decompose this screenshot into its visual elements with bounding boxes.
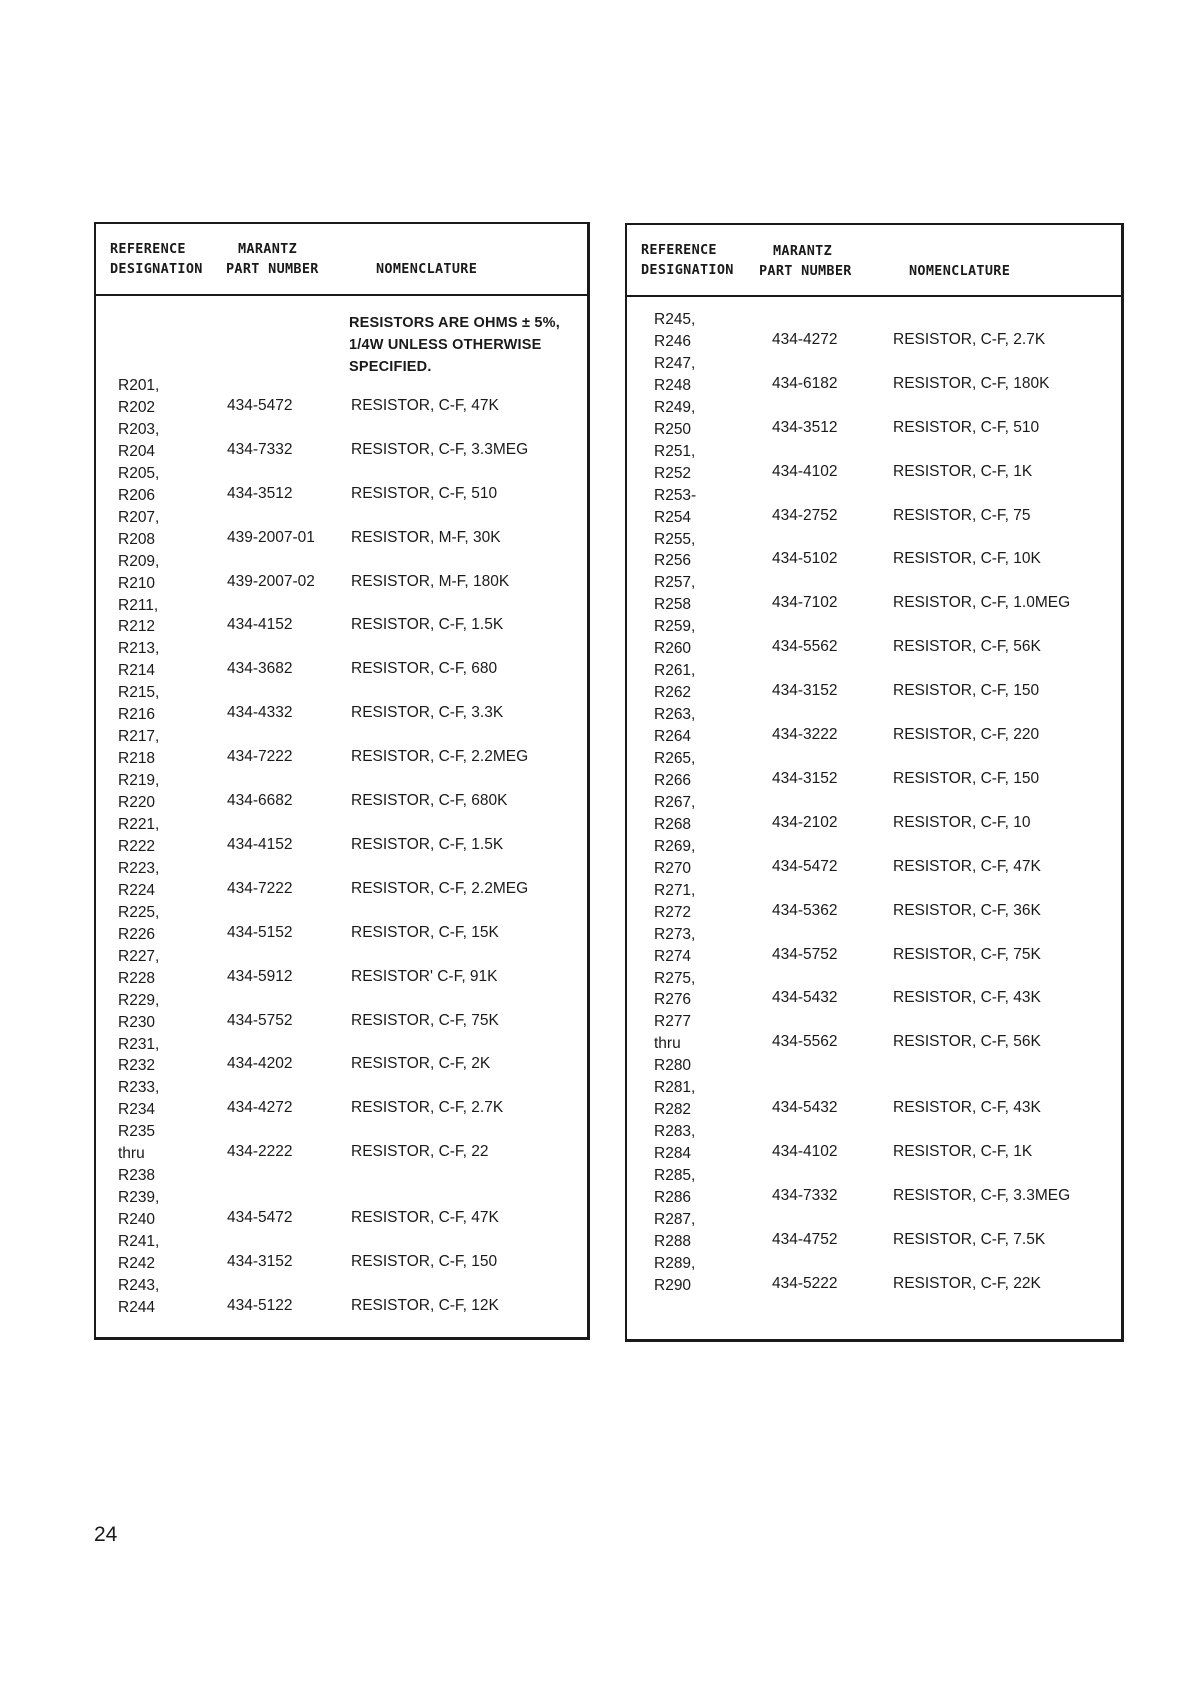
reference-designation: R206 [118, 486, 156, 504]
part-number: 434-3512 [227, 484, 293, 502]
reference-designation: R248 [654, 376, 692, 394]
part-number: 434-5152 [227, 923, 293, 941]
part-number: 434-4152 [227, 835, 293, 853]
nomenclature: RESISTOR, C-F, 510 [893, 418, 1040, 436]
reference-designation: R259, [654, 618, 696, 636]
nomenclature: RESISTOR, C-F, 22 [351, 1143, 489, 1161]
reference-designation: R224 [118, 881, 156, 899]
nomenclature: RESISTOR, C-F, 22K [893, 1274, 1041, 1292]
reference-designation: R234 [118, 1101, 156, 1119]
reference-designation: R287, [654, 1210, 696, 1228]
resistor-note [349, 312, 589, 378]
reference-designation: R233, [118, 1079, 160, 1097]
nomenclature: RESISTOR, C-F, 2.7K [893, 330, 1046, 348]
reference-designation: R207, [118, 508, 160, 526]
nomenclature: RESISTOR, C-F, 1.0MEG [893, 594, 1071, 612]
nomenclature: RESISTOR, C-F, 75K [893, 945, 1041, 963]
part-number: 434-5432 [772, 989, 838, 1007]
reference-designation: R273, [654, 925, 696, 943]
header-reference: REFERENCE [641, 242, 717, 258]
part-number: 434-5472 [772, 857, 838, 875]
part-number: 434-5472 [227, 396, 293, 414]
reference-designation: R242 [118, 1255, 156, 1272]
page-number: 24 [94, 1523, 118, 1546]
nomenclature: RESISTOR, C-F, 1.5K [351, 616, 504, 634]
reference-designation: R217, [118, 728, 160, 746]
reference-designation: R208 [118, 530, 156, 548]
reference-designation: R201, [118, 377, 160, 394]
part-number: 434-3512 [772, 418, 838, 436]
reference-designation: thru [654, 1035, 681, 1053]
reference-designation: R222 [118, 837, 156, 855]
part-number: 434-7332 [227, 440, 293, 458]
nomenclature: RESISTOR, C-F, 150 [893, 769, 1040, 787]
nomenclature: RESISTOR, C-F, 2.7K [351, 1099, 504, 1117]
reference-designation: R277 [654, 1013, 692, 1031]
part-number: 434-5562 [772, 1033, 838, 1051]
reference-designation: R214 [118, 662, 156, 680]
reference-designation: R261, [654, 662, 696, 680]
reference-designation: R213, [118, 640, 160, 658]
reference-designation: R289, [654, 1254, 696, 1272]
reference-designation: R274 [654, 947, 692, 965]
nomenclature: RESISTOR, C-F, 36K [893, 901, 1041, 919]
nomenclature: RESISTOR, C-F, 47K [893, 857, 1041, 875]
reference-designation: R218 [118, 750, 156, 768]
reference-designation: R221, [118, 816, 160, 833]
table-header [96, 224, 587, 296]
reference-designation: R258 [654, 596, 692, 614]
reference-designation: R290 [654, 1276, 692, 1294]
header-reference: REFERENCE [110, 241, 186, 257]
part-number: 434-5752 [227, 1011, 293, 1029]
reference-designation: R252 [654, 464, 692, 482]
part-number: 434-5102 [772, 550, 838, 568]
part-number: 434-5432 [772, 1099, 838, 1117]
nomenclature: RESISTOR, C-F, 15K [351, 923, 499, 941]
part-number: 434-5122 [227, 1296, 293, 1314]
part-number: 434-3682 [227, 660, 293, 678]
nomenclature: RESISTOR, C-F, 10 [893, 813, 1031, 831]
reference-designation: R271, [654, 881, 696, 899]
nomenclature: RESISTOR, C-F, 3.3K [351, 704, 504, 722]
table-body [96, 296, 587, 1337]
reference-designation: R243, [118, 1276, 160, 1294]
nomenclature: RESISTOR, C-F, 47K [351, 396, 499, 414]
nomenclature: RESISTOR, C-F, 43K [893, 989, 1041, 1007]
part-number: 434-4272 [227, 1099, 293, 1117]
reference-designation: R203, [118, 420, 160, 438]
reference-designation: R257, [654, 574, 696, 592]
reference-designation: R268 [654, 815, 692, 833]
reference-designation: R226 [118, 925, 156, 943]
reference-designation: R202 [118, 398, 156, 416]
part-number: 434-4102 [772, 462, 838, 480]
reference-designation: R220 [118, 794, 156, 812]
reference-designation: R204 [118, 442, 156, 460]
nomenclature: RESISTOR' C-F, 91K [351, 967, 498, 985]
reference-designation: R241, [118, 1233, 160, 1251]
nomenclature: RESISTOR, M-F, 30K [351, 528, 501, 546]
part-number: 434-7222 [227, 879, 293, 897]
reference-designation: R246 [654, 332, 692, 350]
header-part-number: PART NUMBER [226, 261, 319, 277]
note-line: SPECIFIED. [349, 359, 432, 375]
reference-designation: R250 [654, 420, 692, 438]
reference-designation: R247, [654, 354, 696, 372]
reference-designation: R231, [118, 1035, 160, 1053]
part-number: 434-3152 [227, 1253, 293, 1270]
reference-designation: R269, [654, 837, 696, 855]
reference-designation: R205, [118, 464, 160, 482]
header-marantz: MARANTZ [238, 241, 297, 257]
nomenclature: RESISTOR, C-F, 75K [351, 1011, 499, 1029]
part-number: 434-4202 [227, 1055, 293, 1073]
nomenclature: RESISTOR, C-F, 56K [893, 638, 1041, 656]
part-number: 439-2007-02 [227, 572, 315, 590]
reference-designation: R215, [118, 684, 160, 702]
reference-designation: R281, [654, 1079, 696, 1097]
reference-designation: R211, [118, 596, 159, 614]
header-nomenclature: NOMENCLATURE [909, 263, 1011, 279]
nomenclature: RESISTOR, C-F, 150 [893, 682, 1040, 700]
nomenclature: RESISTOR, C-F, 3.3MEG [893, 1187, 1071, 1204]
part-number: 434-4272 [772, 330, 838, 348]
header-designation: DESIGNATION [110, 261, 203, 277]
part-number: 434-6182 [772, 374, 838, 392]
reference-designation: R232 [118, 1057, 156, 1075]
reference-designation: R282 [654, 1101, 692, 1119]
nomenclature: RESISTOR, C-F, 1K [893, 1143, 1033, 1161]
parts-table-left [94, 222, 590, 1340]
part-number: 434-3152 [772, 769, 838, 787]
reference-designation: R284 [654, 1145, 692, 1163]
nomenclature: RESISTOR, C-F, 47K [351, 1209, 499, 1227]
reference-designation: R216 [118, 706, 156, 724]
nomenclature: RESISTOR, C-F, 510 [351, 484, 498, 502]
nomenclature: RESISTOR, C-F, 680 [351, 660, 498, 678]
part-number: 434-5222 [772, 1274, 838, 1292]
table-body [627, 297, 1121, 1339]
header-marantz: MARANTZ [773, 243, 832, 259]
part-number: 434-5472 [227, 1209, 293, 1227]
reference-designation: R263, [654, 706, 696, 724]
header-part-number: PART NUMBER [759, 263, 852, 279]
reference-designation: R276 [654, 991, 692, 1009]
nomenclature: RESISTOR, C-F, 3.3MEG [351, 440, 529, 458]
parts-table-right [625, 223, 1124, 1342]
reference-designation: R255, [654, 530, 696, 548]
nomenclature: RESISTOR, M-F, 180K [351, 572, 510, 590]
part-number: 434-6682 [227, 792, 293, 810]
nomenclature: RESISTOR, C-F, 12K [351, 1296, 499, 1314]
nomenclature: RESISTOR, C-F, 680K [351, 792, 508, 810]
reference-designation: R238 [118, 1167, 156, 1185]
reference-designation: thru [118, 1145, 145, 1163]
part-number: 434-7222 [227, 748, 293, 766]
reference-designation: R288 [654, 1232, 692, 1250]
reference-designation: R235 [118, 1123, 156, 1141]
part-number: 434-5752 [772, 945, 838, 963]
nomenclature: RESISTOR, C-F, 2.2MEG [351, 879, 529, 897]
note-line: RESISTORS ARE OHMS ± 5%, [349, 315, 560, 331]
reference-designation: R280 [654, 1057, 692, 1075]
reference-designation: R212 [118, 618, 156, 636]
part-number: 434-3152 [772, 682, 838, 700]
reference-designation: R275, [654, 969, 696, 987]
nomenclature: RESISTOR, C-F, 1K [893, 462, 1033, 480]
reference-designation: R230 [118, 1013, 156, 1031]
reference-designation: R244 [118, 1298, 156, 1316]
reference-designation: R256 [654, 552, 692, 570]
nomenclature: RESISTOR, C-F, 220 [893, 726, 1040, 744]
note-line: 1/4W UNLESS OTHERWISE [349, 337, 542, 353]
reference-designation: R286 [654, 1189, 692, 1206]
part-number: 434-2102 [772, 813, 838, 831]
reference-designation: R210 [118, 574, 156, 592]
part-number: 434-7332 [772, 1187, 838, 1204]
part-number: 434-3222 [772, 726, 838, 744]
reference-designation: R251, [654, 442, 696, 460]
reference-designation: R229, [118, 991, 160, 1009]
nomenclature: RESISTOR, C-F, 75 [893, 506, 1031, 524]
reference-designation: R227, [118, 947, 160, 965]
reference-designation: R223, [118, 859, 160, 877]
part-number: 434-2222 [227, 1143, 293, 1161]
part-number: 434-4152 [227, 616, 293, 634]
nomenclature: RESISTOR, C-F, 1.5K [351, 835, 504, 853]
table-header [627, 225, 1121, 297]
reference-designation: R285, [654, 1167, 696, 1185]
nomenclature: RESISTOR, C-F, 180K [893, 374, 1050, 392]
reference-designation: R253- [654, 486, 697, 504]
part-number: 434-4752 [772, 1230, 838, 1248]
reference-designation: R239, [118, 1189, 160, 1207]
part-number: 434-5912 [227, 967, 293, 985]
nomenclature: RESISTOR, C-F, 2K [351, 1055, 491, 1073]
part-number: 439-2007-01 [227, 528, 315, 546]
part-number: 434-2752 [772, 506, 838, 524]
reference-designation: R264 [654, 728, 692, 746]
reference-designation: R267, [654, 793, 696, 811]
nomenclature: RESISTOR, C-F, 150 [351, 1253, 498, 1270]
reference-designation: R266 [654, 771, 692, 789]
reference-designation: R254 [654, 508, 692, 526]
reference-designation: R272 [654, 903, 692, 921]
reference-designation: R249, [654, 398, 696, 416]
reference-designation: R265, [654, 750, 696, 767]
reference-designation: R262 [654, 684, 692, 702]
nomenclature: RESISTOR, C-F, 43K [893, 1099, 1041, 1117]
nomenclature: RESISTOR, C-F, 2.2MEG [351, 748, 529, 766]
reference-designation: R209, [118, 552, 160, 570]
reference-designation: R219, [118, 772, 160, 790]
reference-designation: R240 [118, 1211, 156, 1229]
header-nomenclature: NOMENCLATURE [376, 261, 478, 277]
nomenclature: RESISTOR, C-F, 56K [893, 1033, 1041, 1051]
reference-designation: R283, [654, 1123, 696, 1141]
header-designation: DESIGNATION [641, 262, 734, 278]
reference-designation: R270 [654, 859, 692, 877]
nomenclature: RESISTOR, C-F, 7.5K [893, 1230, 1046, 1248]
reference-designation: R228 [118, 969, 156, 987]
part-number: 434-5362 [772, 901, 838, 919]
part-number: 434-5562 [772, 638, 838, 656]
reference-designation: R225, [118, 903, 160, 921]
part-number: 434-4332 [227, 704, 293, 722]
part-number: 434-4102 [772, 1143, 838, 1161]
part-number: 434-7102 [772, 594, 838, 612]
reference-designation: R260 [654, 640, 692, 658]
reference-designation: R245, [654, 311, 696, 328]
nomenclature: RESISTOR, C-F, 10K [893, 550, 1041, 568]
